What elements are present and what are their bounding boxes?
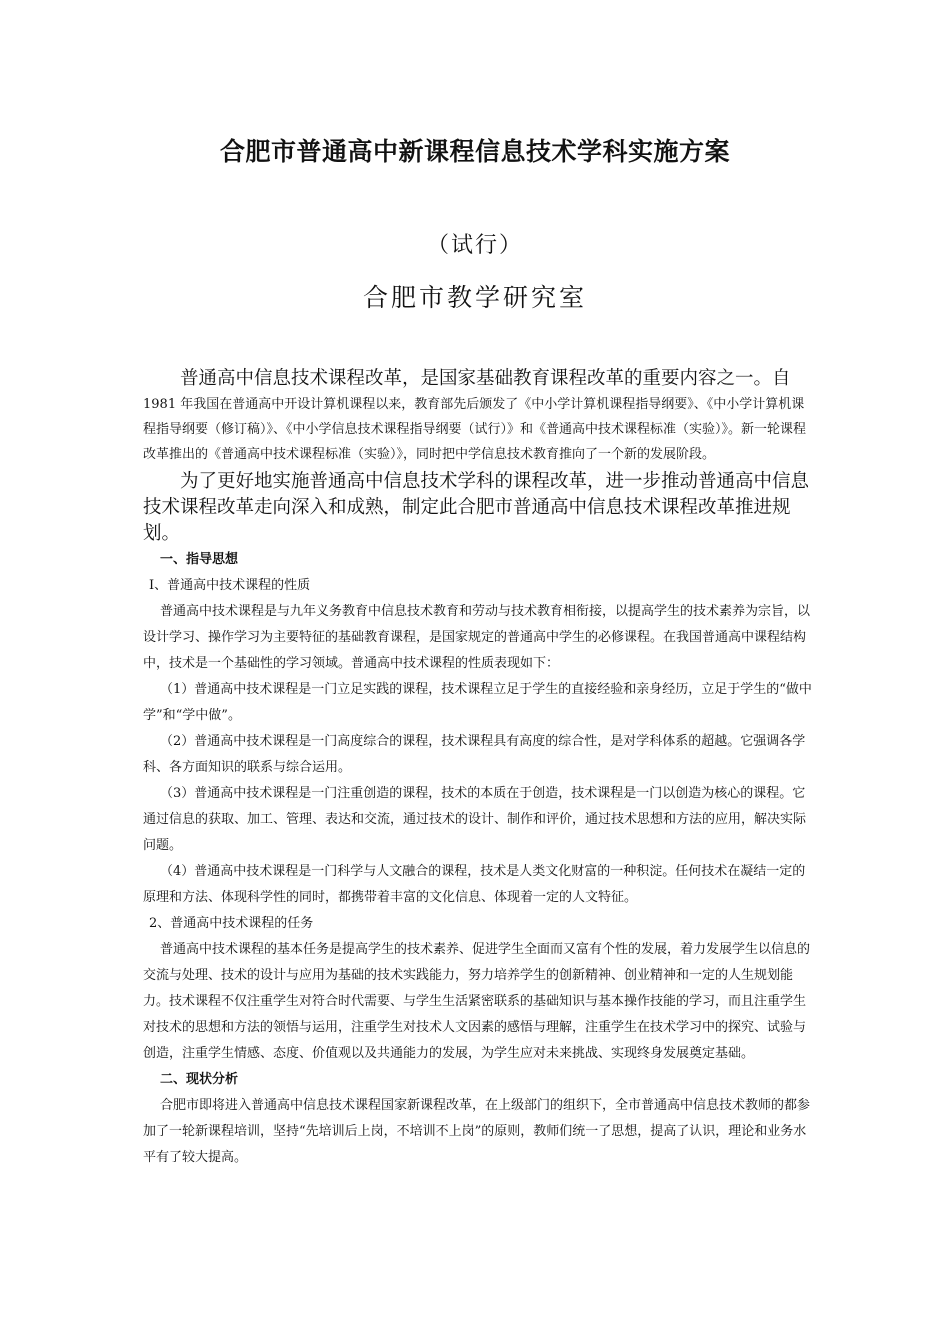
list-item-1: （1）普通高中技术课程是一门立足实践的课程，技术课程立足于学生的直接经验和亲身经历，立足于学生的“做中学”和“学中做”。: [143, 682, 812, 723]
list-item-4: （4）普通高中技术课程是一门科学与人文融合的课程，技术是人类文化财富的一种积淀。任何技术在凝结一定的原理和方法、体现科学性的同时，都携带着丰富的文化信息、体现着一定的人文特征。: [143, 864, 806, 905]
issuing-organization: 合肥市教学研究室: [362, 283, 587, 312]
section-heading-status-analysis: 二、现状分析: [160, 1072, 239, 1087]
document-body: [143, 366, 814, 1171]
intro-paragraph-lead: 普通高中信息技术课程改革，是国家基础教育课程改革的重要内容之一。自: [180, 368, 791, 389]
document-subtitle: （试行）: [426, 233, 523, 258]
intro-paragraph-continuation: 1981 年我国在普通高中开设计算机课程以来，教育部先后颁发了《中小学计算机课程指导纲要》、《中小学计算机课程指导纲要（修订稿）》、《中小学信息技术课程指导纲要（试行）》和《普通高中技术课程标准（实验）》。新一轮课程改革推出的《普通高中技术课程标准（实验）》，同时把中学信息技术教育推向了一个新的发展阶段。: [143, 397, 807, 462]
intro-paragraph-purpose: 为了更好地实施普通高中信息技术学科的课程改革，进一步推动普通高中信息技术课程改革走向深入和成熟，制定此合肥市普通高中信息技术课程改革推进规划。: [143, 471, 810, 544]
paragraph-course-tasks: 普通高中技术课程的基本任务是提高学生的技术素养、促进学生全面而又富有个性的发展，着力发展学生以信息的交流与处理、技术的设计与应用为基础的技术实践能力，努力培养学生的创新精神、创业精神和一定的人生规划能力。技术课程不仅注重学生对符合时代需要、与学生生活紧密联系的基础知识与基本操作技能的学习，而且注重学生对技术的思想和方法的领悟与运用，注重学生对技术人文因素的感悟与理解，注重学生在技术学习中的探究、试验与创造，注重学生情感、态度、价值观以及共通能力的发展，为学生应对未来挑战、实现终身发展奠定基础。: [143, 942, 811, 1061]
subsection-heading-tasks: 2、普通高中技术课程的任务: [149, 916, 314, 931]
list-item-2: （2）普通高中技术课程是一门高度综合的课程，技术课程具有高度的综合性，是对学科体系的超越。它强调各学科、各方面知识的联系与综合运用。: [143, 734, 806, 775]
document-title: 合肥市普通高中新课程信息技术学科实施方案: [219, 137, 730, 166]
subsection-heading-nature: Ⅰ、普通高中技术课程的性质: [149, 578, 311, 593]
section-heading-guiding-ideology: 一、指导思想: [160, 552, 239, 567]
list-item-3: （3）普通高中技术课程是一门注重创造的课程，技术的本质在于创造，技术课程是一门以创造为核心的课程。它通过信息的获取、加工、管理、表达和交流，通过技术的设计、制作和评价，通过技术思想和方法的应用，解决实际问题。: [143, 786, 807, 853]
paragraph-status-analysis: 合肥市即将进入普通高中信息技术课程国家新课程改革，在上级部门的组织下，全市普通高中信息技术教师的都参加了一轮新课程培训，坚持“先培训后上岗，不培训不上岗”的原则，教师们统一了思想，提高了认识，理论和业务水平有了较大提高。: [143, 1098, 811, 1165]
paragraph-course-nature: 普通高中技术课程是与九年义务教育中信息技术教育和劳动与技术教育相衔接，以提高学生的技术素养为宗旨，以设计学习、操作学习为主要特征的基础教育课程，是国家规定的普通高中学生的必修课程。在我国普通高中课程结构中，技术是一个基础性的学习领域。普通高中技术课程的性质表现如下：: [143, 604, 811, 671]
